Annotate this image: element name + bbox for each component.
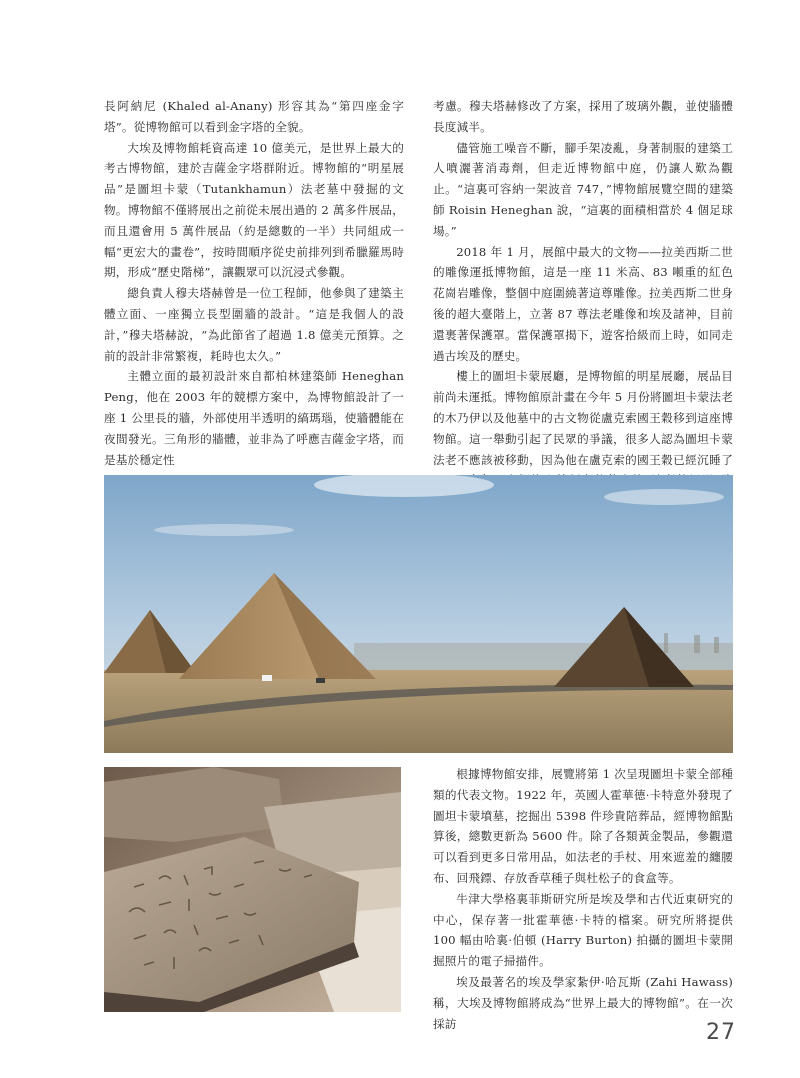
article-paragraph: 總負責人穆夫塔赫曾是一位工程師，他參與了建築主體立面、一座獨立長型圍牆的設計。“這是我個人的設計，”穆夫塔赫說，“為此節省了超過 1.8 億美元預算。之前的設計非常繁複，耗時也太久。” <box>104 286 404 363</box>
article-column-top-left <box>104 96 404 470</box>
article-paragraph: 根據博物館安排，展覽將第 1 次呈現圖坦卡蒙全部種類的代表文物。1922 年，英國人霍華德·卡特意外發現了圖坦卡蒙墳墓，挖掘出 5398 件珍貴陪葬品，經博物館點算後，總數更新為 5600 件。除了各類黃金製品，參觀還可以看到更多日常用品，如法老的手杖、用來遮羞的纏腰布、回飛鏢、存放香草種子與杜松子的食盒等。 <box>433 767 733 885</box>
article-paragraph: 長阿納尼 (Khaled al-Anany) 形容其為“第四座金字塔”。從博物館可以看到金字塔的全貌。 <box>104 99 404 134</box>
article-paragraph: 2018 年 1 月，展館中最大的文物——拉美西斯二世的雕像運抵博物館，這是一座 11 米高、83 噸重的紅色花崗岩雕像，整個中庭圍繞著這尊雕像。拉美西斯二世身後的超大臺階上，立著 87 尊法老雕像和埃及諸神，目前還裹著保護罩。當保護罩揭下，遊客拾級而上時，如同走過古埃及的歷史。 <box>433 244 733 363</box>
article-column-top-right <box>433 96 733 512</box>
article-paragraph: 主體立面的最初設計來自都柏林建築師 Heneghan Peng，他在 2003 年的競標方案中，為博物館設計了一座 1 公里長的牆，外部使用半透明的縞瑪瑙，使牆體能在夜間發光。三角形的牆體，並非為了呼應吉薩金字塔，而是基於穩定性 <box>104 369 404 467</box>
article-paragraph: 儘管施工噪音不斷，腳手架凌亂，身著制服的建築工人噴灑著消毒劑，但走近博物館中庭，仍讓人歎為觀止。“這裏可容納一架波音 747，”博物館展覽空間的建築師 Roisin Heneghan 說，“這裏的面積相當於 4 個足球場。” <box>433 140 733 238</box>
article-column-bottom-right <box>433 764 733 1034</box>
article-paragraph: 埃及最著名的埃及學家紮伊·哈瓦斯 (Zahi Hawass) 稱，大埃及博物館將成為“世界上最大的博物館”。在一次採訪 <box>433 974 733 1031</box>
page-number: 27 <box>706 1020 736 1045</box>
pyramids-photo <box>104 475 733 753</box>
article-paragraph: 樓上的圖坦卡蒙展廳，是博物館的明星展廳，展品目前尚未運抵。博物館原計畫在今年 5 月份將圖坦卡蒙法老的木乃伊以及他墓中的古文物從盧克索國王穀移到這座博物館。這一舉動引起了民眾的爭議，很多人認為圖坦卡蒙法老不應該被移動，因為他在盧克索的國王穀已經沉睡了 <box>433 369 733 467</box>
article-paragraph: 牛津大學格裏菲斯研究所是埃及學和古代近東研究的中心，保存著一批霍華德·卡特的檔案。研究所將提供 100 幅由哈裏·伯頓 (Harry Burton) 拍攝的圖坦卡蒙開掘照片的電子掃描件。 <box>433 891 733 969</box>
hieroglyph-tablet-photo <box>104 767 401 1012</box>
article-paragraph: 大埃及博物館耗資高達 10 億美元，是世界上最大的考古博物館，建於吉薩金字塔群附近。博物館的“明星展品”是圖坦卡蒙（Tutankhamun）法老墓中發掘的文物。博物館不僅將展出之前從未展出過的 2 萬多件展品，而且還會用 5 萬件展品（約是總數的一半）共同組成一幅“更宏大的畫卷”，按時間順序從史前排列到希臘羅馬時期，形成“歷史階梯”，讓觀眾可以沉浸式參觀。 <box>104 140 404 280</box>
article-paragraph: 考慮。穆夫塔赫修改了方案，採用了玻璃外觀，並使牆體長度減半。 <box>433 99 733 134</box>
